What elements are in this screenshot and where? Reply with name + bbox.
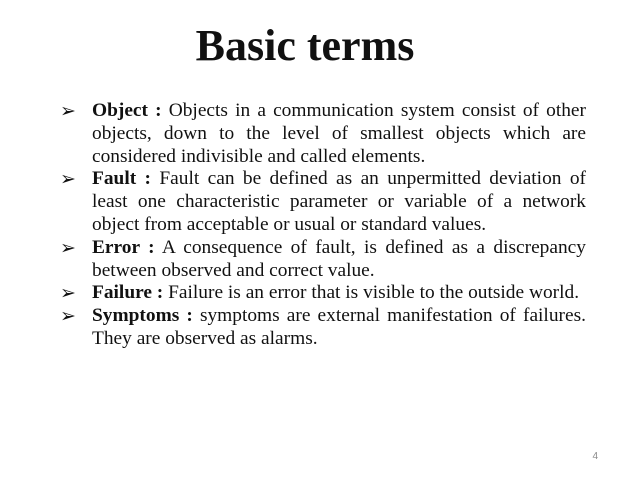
- bullet-item-fault: [60, 168, 586, 236]
- bullet-text: Failure is an error that is visible to the outside world.: [168, 282, 580, 304]
- bullet-term: Failure :: [92, 282, 164, 304]
- arrowhead-bullet-icon: ➢: [60, 236, 76, 259]
- page-number: 4: [592, 451, 598, 462]
- bullet-text: Fault can be defined as an unpermitted deviation of least one characteristic parameter or variable of a network object from acceptable or usual or standard values.: [92, 168, 586, 235]
- arrowhead-bullet-icon: ➢: [60, 168, 76, 191]
- bullet-item-failure: [60, 282, 586, 305]
- bullet-term: Object :: [92, 100, 162, 121]
- slide-title: Basic terms: [195, 21, 415, 70]
- arrowhead-bullet-icon: ➢: [60, 305, 76, 328]
- bullet-text: Objects in a communication system consist of other objects, down to the level of smallest objects which are considered indivisible and called elements.: [92, 100, 586, 167]
- bullet-text: A consequence of fault, is defined as a discrepancy between observed and correct value.: [92, 236, 586, 281]
- arrowhead-bullet-icon: ➢: [60, 100, 76, 122]
- bullet-term: Symptoms :: [92, 305, 193, 327]
- bullet-item-symptoms: [60, 305, 586, 351]
- bullet-item-error: [60, 237, 586, 283]
- bullet-text: symptoms are external manifestation of failures. They are observed as alarms.: [92, 305, 586, 349]
- arrowhead-bullet-icon: ➢: [60, 282, 76, 305]
- bullet-item-object: [60, 100, 586, 168]
- bullet-list: [60, 100, 586, 351]
- bullet-term: Error :: [92, 236, 155, 258]
- bullet-term: Fault :: [92, 168, 151, 190]
